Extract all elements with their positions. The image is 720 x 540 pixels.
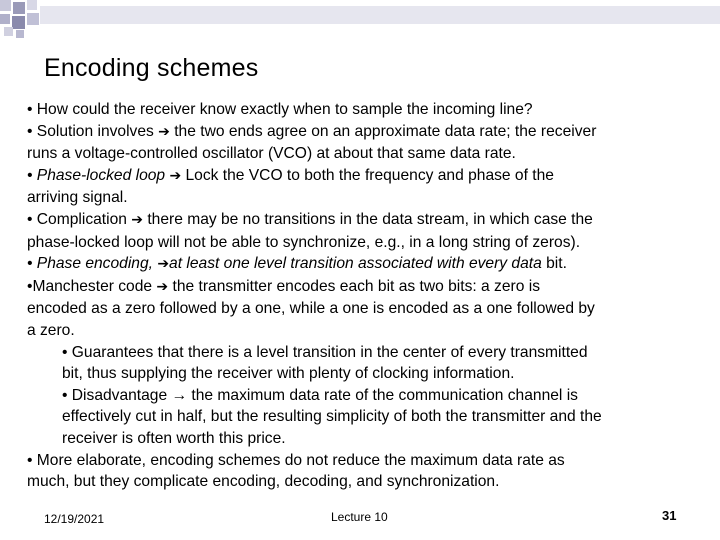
arrow-icon: ➔ [169,167,182,184]
arrow-icon: ➔ [158,123,170,140]
body-line [27,276,697,299]
footer-date: 12/19/2021 [44,512,105,526]
body-text: •Manchester code [27,277,157,295]
decorative-squares-band [0,0,720,40]
small-arrow-icon: → [171,386,188,404]
body-line [27,165,697,188]
body-text: • Solution involves [27,122,159,140]
slide-title: Encoding schemes [44,54,259,82]
body-text: there may be no transitions in the data stream, in which case the [143,210,593,228]
body-line: • How could the receiver know exactly when to sample the incoming line? [27,101,533,118]
body-line-indented: effectively cut in half, but the resulting simplicity of both the transmitter and the [62,408,602,426]
body-text: the maximum data rate of the communication channel is [187,386,578,404]
body-line: much, but they complicate encoding, decoding, and synchronization. [27,473,500,491]
body-line: • More elaborate, encoding schemes do not reduce the maximum data rate as [27,451,565,469]
body-line: a zero. [27,321,75,339]
body-text-italic: • Phase-locked loop [27,166,166,184]
body-line [27,253,697,276]
body-text: Lock the VCO to both the frequency and phase of the [181,166,554,184]
body-line: arriving signal. [27,189,128,207]
arrow-icon: ➔ [131,211,143,228]
body-line-indented: receiver is often worth this price. [62,429,286,447]
body-text: the transmitter encodes each bit as two bits: a zero is [168,277,540,295]
body-text: bit. [541,255,567,273]
body-line: encoded as a zero followed by a one, while a one is encoded as a one followed by [27,300,595,318]
body-line-indented: bit, thus supplying the receiver with plenty of clocking information. [62,365,515,383]
body-line-indented [27,385,697,407]
body-line-indented: • Guarantees that there is a level transition in the center of every transmitted [62,343,588,361]
slide-body [27,99,697,493]
body-text: the two ends agree on an approximate data rate; the receiver [169,122,597,140]
arrow-icon: ➔ [156,278,169,295]
body-line: runs a voltage-controlled oscillator (VCO) at about that same data rate. [27,145,516,163]
body-text: • Disadvantage [62,386,172,404]
page-number: 31 [662,508,677,523]
body-text-italic: • Phase encoding, [27,255,158,273]
body-text: • Complication [27,210,132,228]
body-line [27,121,697,144]
arrow-icon: ➔ [157,256,170,273]
body-text-italic: at least one level transition associated with every data [169,255,542,273]
footer-lecture: Lecture 10 [331,510,388,524]
body-line [27,209,697,232]
body-line: phase-locked loop will not be able to synchronize, e.g., in a long string of zeros). [27,233,581,251]
